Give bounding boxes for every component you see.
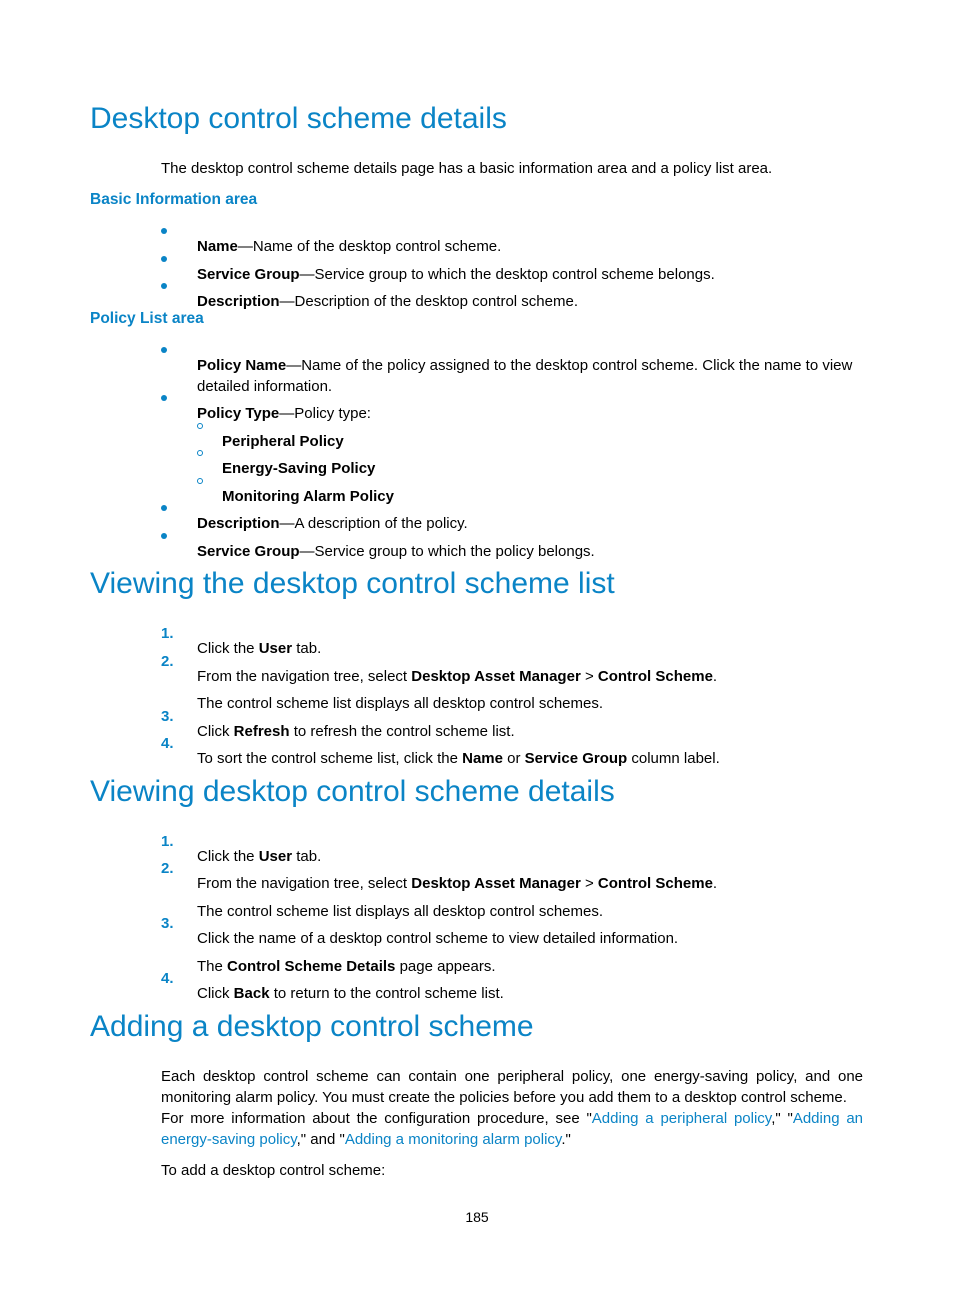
- page-number: 185: [465, 1209, 489, 1225]
- bullet-icon: [161, 228, 167, 234]
- step-number: 4.: [161, 970, 174, 987]
- basic-item-description: Description—Description of the desktop control scheme.: [197, 293, 578, 310]
- bullet-icon: [161, 505, 167, 511]
- policy-item-name: Policy Name—Name of the policy assigned to the desktop control scheme. Click the name to view: [197, 357, 853, 374]
- section-title-list: Viewing the desktop control scheme list: [90, 567, 615, 600]
- bullet-icon: [161, 283, 167, 289]
- step-number: 2.: [161, 860, 174, 877]
- bullet-icon: [161, 395, 167, 401]
- view-step-1: Click the User tab.: [197, 848, 322, 865]
- view-step-2: From the navigation tree, select Desktop Asset Manager > Control Scheme.: [197, 875, 718, 892]
- policy-item-name-cont: detailed information.: [197, 378, 333, 395]
- add-para-line-4: energy-saving policy," and "Adding a monitoring alarm policy.": [161, 1131, 571, 1148]
- list-step-1: Click the User tab.: [197, 640, 322, 657]
- policy-item-type: Policy Type—Policy type:: [197, 405, 371, 422]
- section-title-view: Viewing desktop control scheme details: [90, 775, 615, 808]
- basic-item-name: Name—Name of the desktop control scheme.: [197, 238, 502, 255]
- step-number: 2.: [161, 653, 174, 670]
- bullet-icon: [161, 256, 167, 262]
- list-step-4: To sort the control scheme list, click the Name or Service Group column label.: [197, 750, 720, 767]
- step-number: 4.: [161, 735, 174, 752]
- list-step-2-note: The control scheme list displays all desktop control schemes.: [197, 695, 604, 712]
- bullet-icon: [161, 533, 167, 539]
- basic-info-heading: Basic Information area: [90, 191, 258, 208]
- view-step-2-note: The control scheme list displays all desktop control schemes.: [197, 903, 604, 920]
- details-intro: The desktop control scheme details page has a basic information area and a policy list area.: [161, 160, 773, 177]
- basic-item-service-group: Service Group—Service group to which the desktop control scheme belongs.: [197, 266, 715, 283]
- add-para-line-2: monitoring alarm policy. You must create the policies before you add them to a desktop control scheme.: [161, 1089, 847, 1106]
- view-step-3: Click the name of a desktop control scheme to view detailed information.: [197, 930, 679, 947]
- bullet-icon: [161, 347, 167, 353]
- view-step-3-note: The Control Scheme Details page appears.: [197, 958, 496, 975]
- policy-type-monitoring: Monitoring Alarm Policy: [222, 488, 394, 505]
- link-adding-monitoring-alarm-policy[interactable]: Adding a monitoring alarm policy: [344, 1131, 562, 1148]
- policy-type-energy: Energy-Saving Policy: [222, 460, 376, 477]
- section-title-add: Adding a desktop control scheme: [90, 1010, 534, 1043]
- circle-bullet-icon: [197, 478, 203, 484]
- step-number: 3.: [161, 708, 174, 725]
- step-number: 1.: [161, 833, 174, 850]
- step-number: 3.: [161, 915, 174, 932]
- policy-list-heading: Policy List area: [90, 310, 204, 327]
- list-step-2: From the navigation tree, select Desktop Asset Manager > Control Scheme.: [197, 668, 718, 685]
- add-lead: To add a desktop control scheme:: [161, 1162, 386, 1179]
- link-adding-peripheral-policy[interactable]: Adding a peripheral policy: [591, 1110, 772, 1127]
- policy-item-description: Description—A description of the policy.: [197, 515, 468, 532]
- add-para-line-3: For more information about the configuration procedure, see "Adding a peripheral policy," "Adding an: [161, 1110, 864, 1127]
- link-adding-energy-saving-policy[interactable]: Adding an: [792, 1110, 864, 1127]
- section-title-details: Desktop control scheme details: [90, 102, 507, 135]
- view-step-4: Click Back to return to the control scheme list.: [197, 985, 504, 1002]
- circle-bullet-icon: [197, 450, 203, 456]
- circle-bullet-icon: [197, 423, 203, 429]
- add-para-line-1: Each desktop control scheme can contain one peripheral policy, one energy-saving policy, and one: [161, 1068, 863, 1085]
- policy-item-service-group: Service Group—Service group to which the policy belongs.: [197, 543, 595, 560]
- step-number: 1.: [161, 625, 174, 642]
- link-adding-energy-saving-policy-cont[interactable]: energy-saving policy: [161, 1131, 297, 1148]
- policy-type-peripheral: Peripheral Policy: [222, 433, 344, 450]
- list-step-3: Click Refresh to refresh the control scheme list.: [197, 723, 515, 740]
